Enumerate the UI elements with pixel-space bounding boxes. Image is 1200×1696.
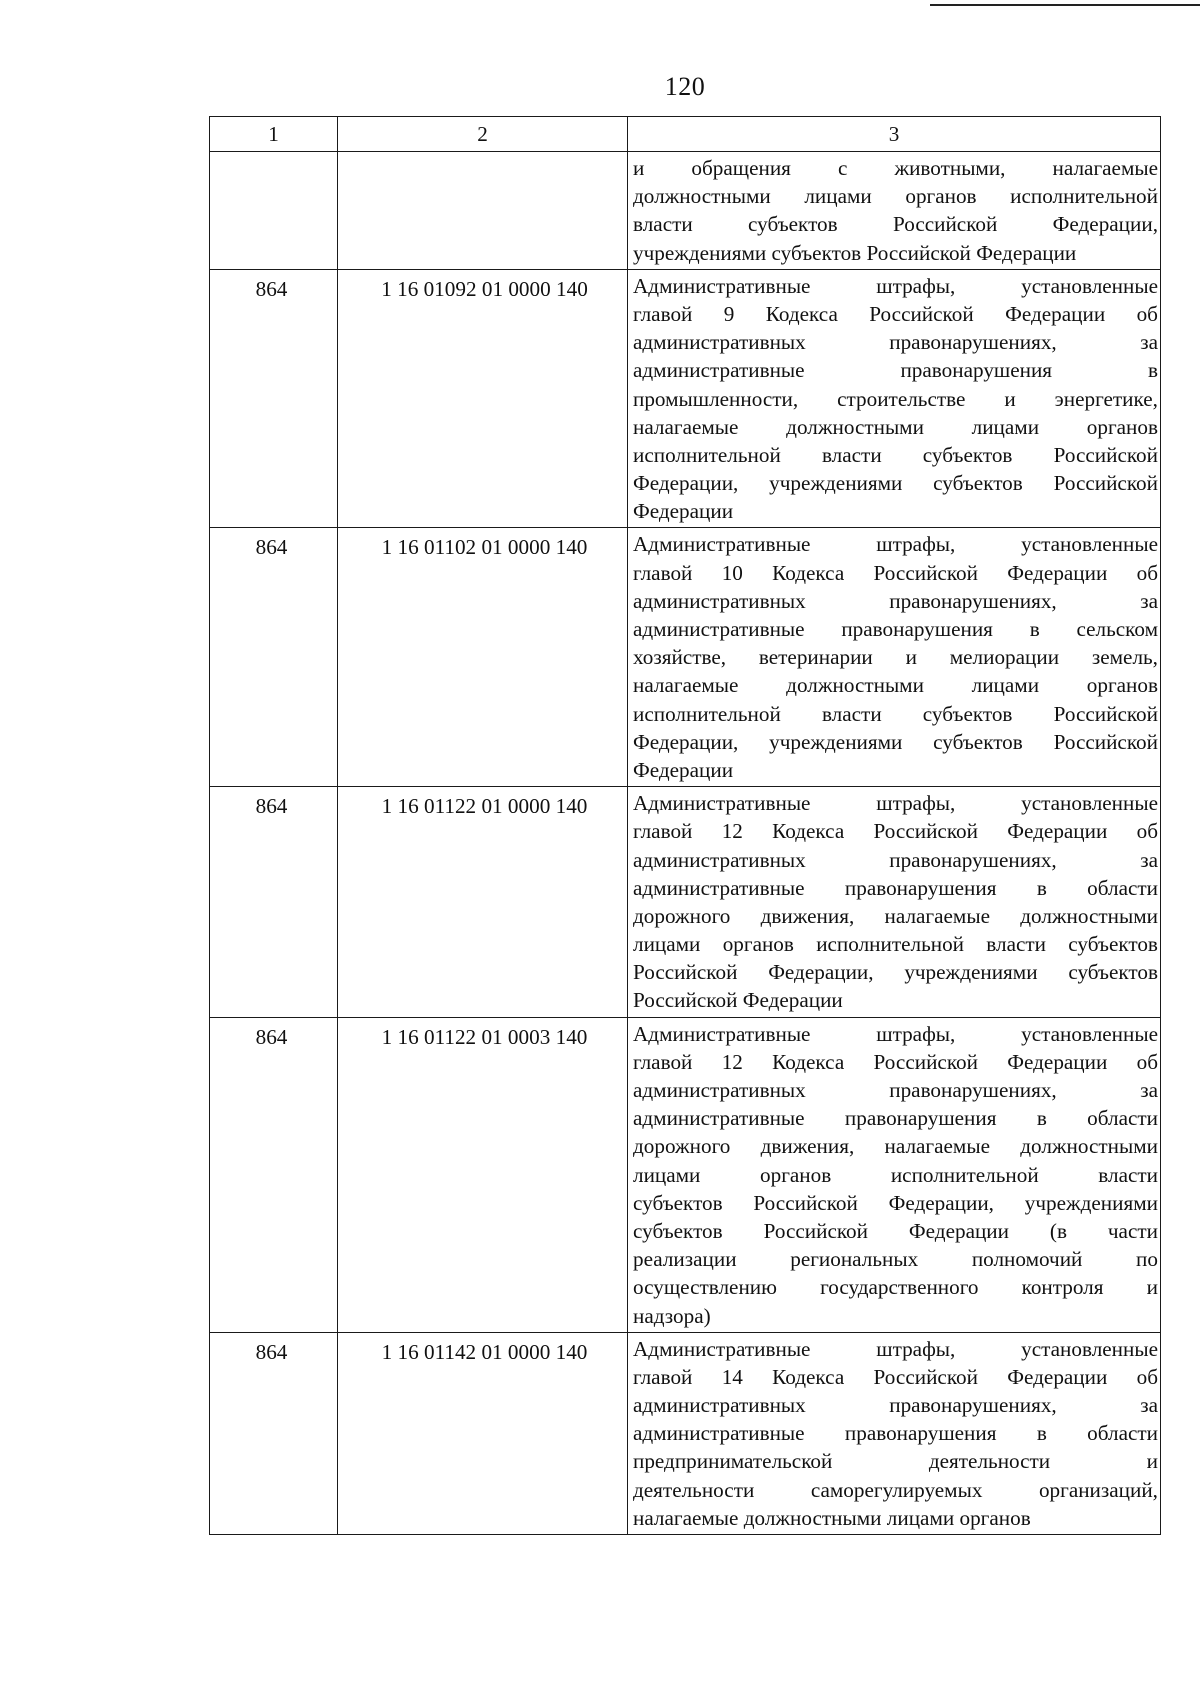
table-row [210, 269, 1161, 528]
admin-code-cell: 864 [210, 269, 338, 528]
description-line: Федерации [633, 757, 734, 782]
description-line: Федерации [633, 499, 734, 524]
description-line: осуществлению государственного контроля и [633, 1275, 1158, 1300]
description-line: исполнительной власти субъектов Российской [633, 701, 1158, 726]
page-edge-line [930, 4, 1200, 6]
description-line: субъектов Российской Федерации (в части [633, 1218, 1158, 1243]
description-line: административных правонарушениях, за [633, 1393, 1158, 1418]
description-line: Административные штрафы, установленные [633, 791, 1158, 816]
description-line: надзора) [633, 1303, 711, 1328]
description-line: Российской Федерации [633, 988, 843, 1013]
description-line: и обращения с животными, налагаемые [633, 156, 1158, 180]
description-cell [628, 1332, 1161, 1534]
table-body [210, 152, 1161, 1535]
description-line: Административные штрафы, установленные [633, 273, 1158, 298]
description-line: дорожного движения, налагаемые должностными [633, 903, 1158, 928]
description-line: промышленности, строительстве и энергетике, [633, 386, 1158, 411]
description-line: Федерации, учреждениями субъектов Российской [633, 471, 1158, 496]
description-line: административные правонарушения в сельском [633, 617, 1158, 641]
description-line: Административные штрафы, установленные [633, 1021, 1158, 1046]
table-row [210, 528, 1161, 787]
page-number: 120 [664, 72, 706, 101]
description-line: главой 9 Кодекса Российской Федерации об [633, 301, 1158, 326]
admin-code-cell [210, 152, 338, 270]
description-line: административные правонарушения в области [633, 875, 1158, 900]
description-line: субъектов Российской Федерации, учреждениями [633, 1190, 1158, 1215]
description-line: административных правонарушениях, за [633, 1078, 1158, 1102]
description-line: дорожного движения, налагаемые должностными [633, 1134, 1158, 1159]
description-cell [628, 152, 1161, 270]
description-line: лицами органов исполнительной власти субъектов [633, 932, 1158, 957]
description-line: Административные штрафы, установленные [633, 532, 1158, 557]
column-header-2: 2 [338, 117, 628, 152]
admin-code-cell: 864 [210, 1017, 338, 1332]
admin-code-cell: 864 [210, 1332, 338, 1534]
description-line: главой 10 Кодекса Российской Федерации об [633, 560, 1158, 585]
kbk-code-cell: 1 16 01142 01 0000 140 [338, 1332, 628, 1534]
description-line: лицами органов исполнительной власти [633, 1162, 1158, 1187]
description-line: главой 14 Кодекса Российской Федерации об [633, 1364, 1158, 1389]
description-cell [628, 1017, 1161, 1332]
description-line: административных правонарушениях, за [633, 847, 1158, 872]
kbk-code-cell: 1 16 01122 01 0003 140 [338, 1017, 628, 1332]
description-cell [628, 528, 1161, 787]
description-line: предпринимательской деятельности и [633, 1449, 1158, 1474]
description-line: административных правонарушениях, за [633, 330, 1158, 355]
description-line: налагаемые должностными лицами органов [633, 414, 1158, 439]
description-line: административные правонарушения в области [633, 1421, 1158, 1446]
admin-code-cell: 864 [210, 528, 338, 787]
description-line: учреждениями субъектов Российской Федерации [633, 240, 1077, 265]
description-cell [628, 787, 1161, 1018]
column-header-3: 3 [628, 117, 1161, 152]
admin-code-cell: 864 [210, 787, 338, 1018]
table-row [210, 152, 1161, 270]
description-line: административные правонарушения в [633, 358, 1158, 383]
description-line: исполнительной власти субъектов Российской [633, 442, 1158, 467]
description-line: Федерации, учреждениями субъектов Российской [633, 729, 1158, 754]
description-line: Административные штрафы, установленные [633, 1336, 1158, 1361]
kbk-code-cell [338, 152, 628, 270]
description-line: власти субъектов Российской Федерации, [633, 212, 1158, 237]
description-line: хозяйстве, ветеринарии и мелиорации земель, [633, 645, 1158, 670]
table-row [210, 1017, 1161, 1332]
description-line: налагаемые должностными лицами органов [633, 673, 1158, 698]
kbk-code-cell: 1 16 01092 01 0000 140 [338, 269, 628, 528]
table-row [210, 1332, 1161, 1534]
kbk-code-cell: 1 16 01122 01 0000 140 [338, 787, 628, 1018]
description-line: реализации региональных полномочий по [633, 1247, 1158, 1272]
description-line: главой 12 Кодекса Российской Федерации об [633, 1049, 1158, 1074]
description-line: административных правонарушениях, за [633, 588, 1158, 613]
revenue-codes-table [209, 116, 1161, 1535]
table-row [210, 787, 1161, 1018]
description-line: налагаемые должностными лицами органов [633, 1505, 1031, 1530]
description-line: должностными лицами органов исполнительной [633, 184, 1158, 209]
column-header-1: 1 [210, 117, 338, 152]
description-line: деятельности саморегулируемых организаций, [633, 1477, 1158, 1502]
description-line: административные правонарушения в области [633, 1106, 1158, 1131]
description-line: Российской Федерации, учреждениями субъектов [633, 960, 1158, 985]
description-line: главой 12 Кодекса Российской Федерации об [633, 819, 1158, 844]
description-cell [628, 269, 1161, 528]
kbk-code-cell: 1 16 01102 01 0000 140 [338, 528, 628, 787]
table-header-row [210, 117, 1161, 152]
